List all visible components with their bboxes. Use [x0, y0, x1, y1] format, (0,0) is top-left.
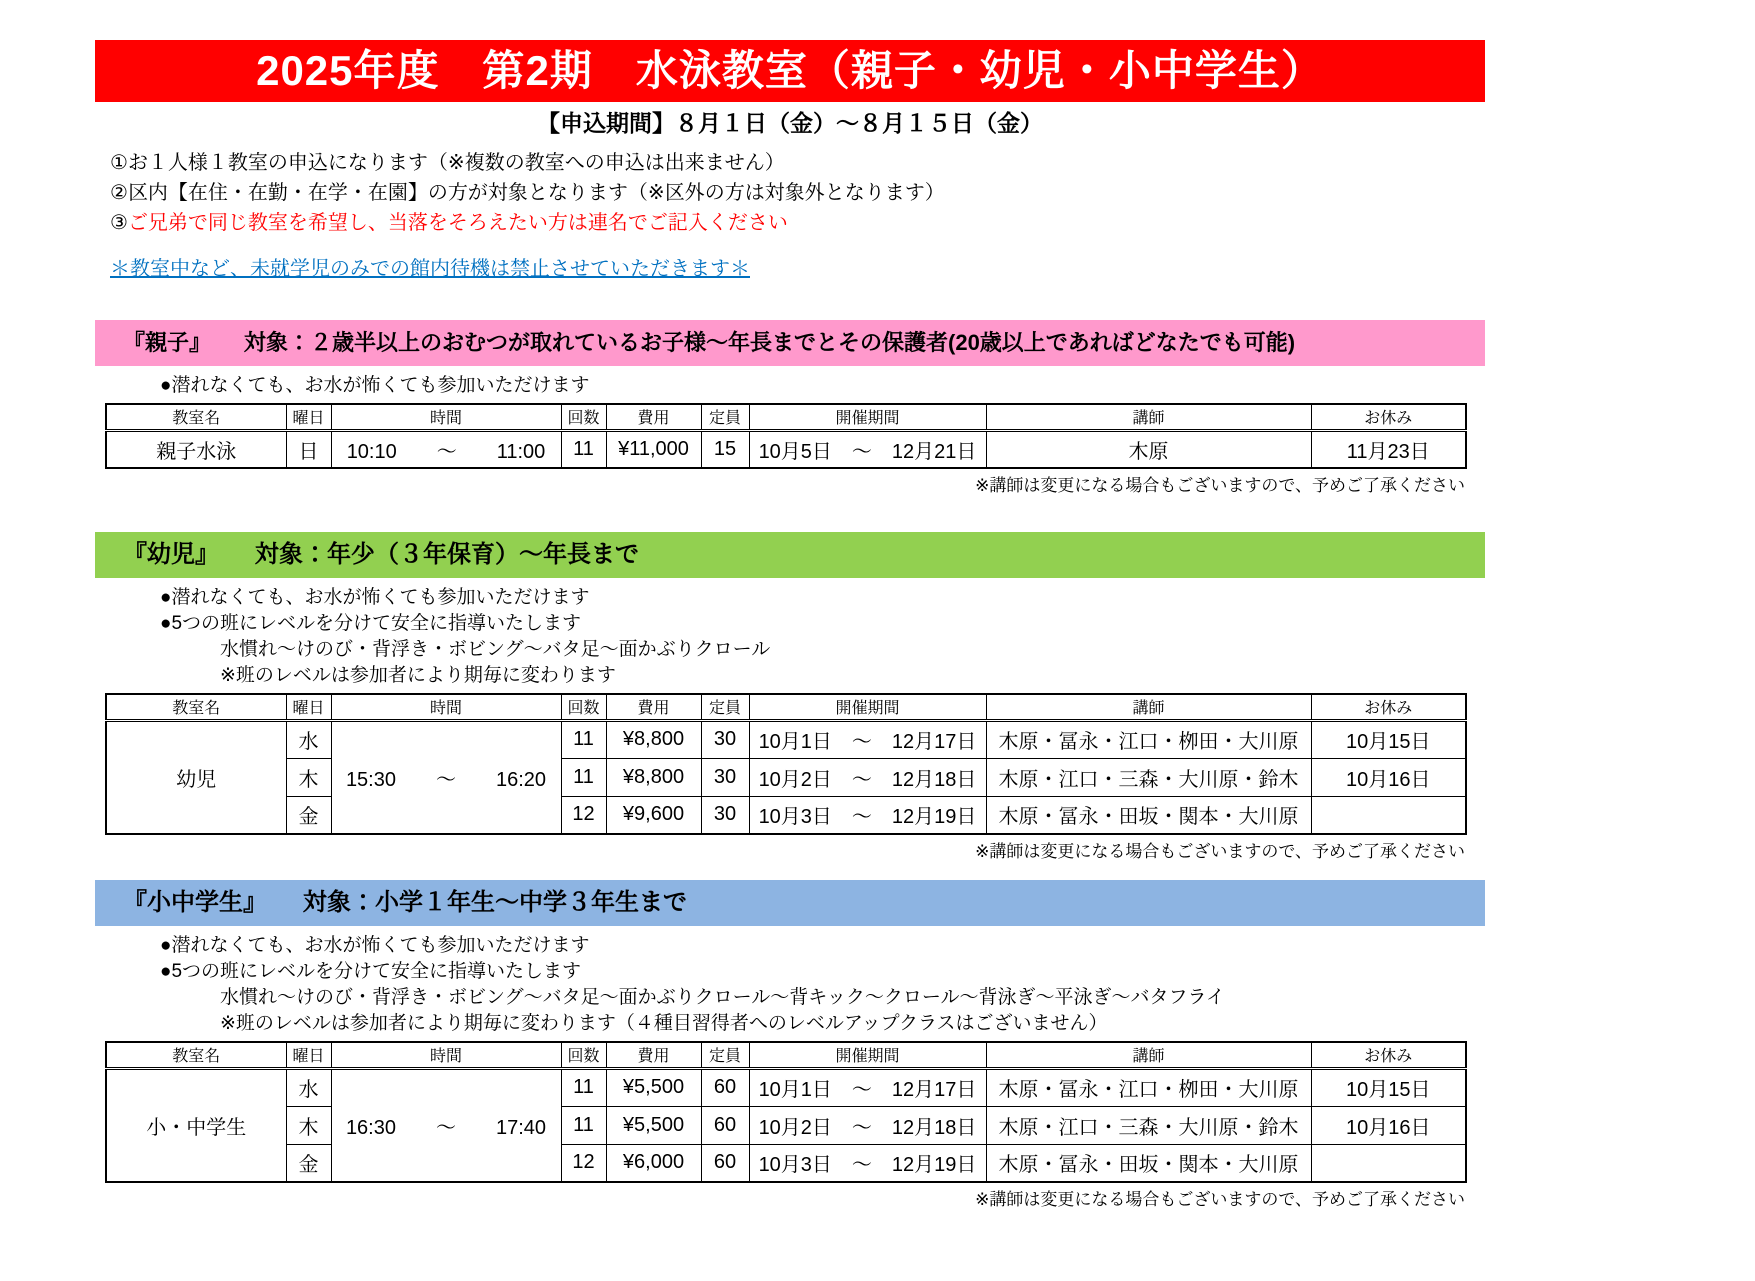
count-cell: 12 [561, 796, 606, 834]
fee-cell: ¥5,500 [606, 1068, 701, 1106]
instructors-cell: 木原・冨永・江口・栁田・大川原 [986, 1068, 1311, 1106]
instructors-cell: 木原・江口・三森・大川原・鈴木 [986, 758, 1311, 796]
header-class-name: 教室名 [106, 694, 286, 720]
header-capacity: 定員 [701, 1042, 749, 1068]
table-row [106, 1068, 1466, 1106]
bullet-line: 水慣れ～けのび・背浮き・ボビング～バタ足～面かぶりクロール～背キック～クロール～背泳ぎ～平泳ぎ～バタフライ [220, 987, 1225, 1008]
holiday-cell [1311, 1144, 1466, 1182]
fee-cell: ¥9,600 [606, 796, 701, 834]
header-count: 回数 [561, 404, 606, 430]
bullet-line: 水慣れ～けのび・背浮き・ボビング～バタ足～面かぶりクロール [220, 639, 771, 660]
table-header-row [106, 1042, 1466, 1068]
count-cell: 12 [561, 1144, 606, 1182]
class-name-cell: 幼児 [106, 720, 286, 834]
header-instructors: 講師 [986, 1042, 1311, 1068]
note-1-text: お１人様１教室の申込になります（※複数の教室への申込は出来ません） [127, 152, 785, 174]
bullet-line: ※班のレベルは参加者により期毎に変わります（４種目習得者へのレベルアップクラスはございません） [220, 1013, 1108, 1034]
day-cell: 木 [286, 1106, 331, 1144]
period-cell: 10月1日 ～ 12月17日 [749, 1068, 986, 1106]
parent-child-bullets [95, 373, 1485, 399]
header-time: 時間 [331, 1042, 561, 1068]
note-1-number: ① [110, 152, 128, 174]
instructors-cell: 木原・江口・三森・大川原・鈴木 [986, 1106, 1311, 1144]
header-time: 時間 [331, 694, 561, 720]
section-header-infant: 『幼児』 対象：年少（３年保育）～年長まで [95, 532, 1485, 578]
count-cell: 11 [561, 430, 606, 468]
count-cell: 11 [561, 720, 606, 758]
section-header-parent-child: 『親子』 対象：２歳半以上のおむつが取れているお子様～年長までとその保護者(20歳以上であればどなたでも可能) [95, 320, 1485, 366]
note-1 [110, 148, 1485, 178]
day-cell: 金 [286, 796, 331, 834]
header-instructors: 講師 [986, 404, 1311, 430]
note-2 [110, 178, 1485, 208]
period-cell: 10月3日 ～ 12月19日 [749, 796, 986, 834]
header-holiday: お休み [1311, 1042, 1466, 1068]
header-fee: 費用 [606, 1042, 701, 1068]
period-cell: 10月2日 ～ 12月18日 [749, 758, 986, 796]
bullet-line: ●潜れなくても、お水が怖くても参加いただけます [160, 587, 590, 608]
instructors-cell: 木原・冨永・田坂・関本・大川原 [986, 1144, 1311, 1182]
time-cell: 10:10 ～ 11:00 [331, 430, 561, 468]
note-2-number: ② [110, 182, 128, 204]
elementary-bullets [95, 933, 1485, 1037]
bullet-line: ※班のレベルは参加者により期毎に変わります [220, 665, 616, 686]
elementary-table [105, 1041, 1467, 1183]
header-day: 曜日 [286, 404, 331, 430]
instructor-change-note: ※講師は変更になる場合もございますので、予めご了承ください [975, 476, 1465, 495]
bullet-line: ●潜れなくても、お水が怖くても参加いただけます [160, 935, 590, 956]
instructor-change-note: ※講師は変更になる場合もございますので、予めご了承ください [975, 1190, 1465, 1209]
title-banner [95, 40, 1485, 102]
count-cell: 11 [561, 1106, 606, 1144]
table-row [106, 1144, 1466, 1182]
class-name-cell: 親子水泳 [106, 430, 286, 468]
infant-table [105, 693, 1467, 835]
header-holiday: お休み [1311, 404, 1466, 430]
header-fee: 費用 [606, 694, 701, 720]
count-cell: 11 [561, 1068, 606, 1106]
application-period: 【申込期間】８月１日（金）～８月１５日（金） [537, 110, 1043, 136]
instructors-cell: 木原 [986, 430, 1311, 468]
header-day: 曜日 [286, 1042, 331, 1068]
header-class-name: 教室名 [106, 404, 286, 430]
capacity-cell: 15 [701, 430, 749, 468]
fee-cell: ¥11,000 [606, 430, 701, 468]
note-3 [110, 208, 1485, 238]
header-instructors: 講師 [986, 694, 1311, 720]
table-row [106, 758, 1466, 796]
header-count: 回数 [561, 694, 606, 720]
class-name-cell: 小・中学生 [106, 1068, 286, 1182]
table-row [106, 796, 1466, 834]
header-day: 曜日 [286, 694, 331, 720]
period-cell: 10月3日 ～ 12月19日 [749, 1144, 986, 1182]
fee-cell: ¥8,800 [606, 758, 701, 796]
note-3-number: ③ [110, 212, 128, 234]
holiday-cell [1311, 796, 1466, 834]
day-cell: 水 [286, 720, 331, 758]
bullet-line: ●5つの班にレベルを分けて安全に指導いたします [160, 961, 582, 982]
holiday-cell: 10月16日 [1311, 758, 1466, 796]
header-time: 時間 [331, 404, 561, 430]
header-period: 開催期間 [749, 404, 986, 430]
header-period: 開催期間 [749, 1042, 986, 1068]
period-cell: 10月2日 ～ 12月18日 [749, 1106, 986, 1144]
count-cell: 11 [561, 758, 606, 796]
day-cell: 金 [286, 1144, 331, 1182]
capacity-cell: 60 [701, 1068, 749, 1106]
flyer-page [0, 40, 1755, 1281]
table-header-row [106, 404, 1466, 430]
capacity-cell: 30 [701, 720, 749, 758]
page-title: 2025年度 第2期 水泳教室（親子・幼児・小中学生） [256, 47, 1324, 94]
capacity-cell: 60 [701, 1144, 749, 1182]
period-cell: 10月1日 ～ 12月17日 [749, 720, 986, 758]
day-cell: 日 [286, 430, 331, 468]
fee-cell: ¥5,500 [606, 1106, 701, 1144]
note-2-text: 区内【在住・在勤・在学・在園】の方が対象となります（※区外の方は対象外となります） [127, 182, 945, 204]
day-cell: 水 [286, 1068, 331, 1106]
bullet-line: ●5つの班にレベルを分けて安全に指導いたします [160, 613, 582, 634]
header-capacity: 定員 [701, 404, 749, 430]
table-row [106, 430, 1466, 468]
fee-cell: ¥8,800 [606, 720, 701, 758]
note-3-text: ご兄弟で同じ教室を希望し、当落をそろえたい方は連名でご記入ください [127, 212, 788, 234]
header-capacity: 定員 [701, 694, 749, 720]
infant-bullets [95, 585, 1485, 689]
bullet-line: ●潜れなくても、お水が怖くても参加いただけます [160, 375, 590, 396]
fee-cell: ¥6,000 [606, 1144, 701, 1182]
day-cell: 木 [286, 758, 331, 796]
table-row [106, 720, 1466, 758]
time-cell: 15:30 ～ 16:20 [331, 720, 561, 834]
notes-list [110, 148, 1485, 238]
table-header-row [106, 694, 1466, 720]
header-holiday: お休み [1311, 694, 1466, 720]
capacity-cell: 30 [701, 796, 749, 834]
header-count: 回数 [561, 1042, 606, 1068]
instructors-cell: 木原・冨永・江口・栁田・大川原 [986, 720, 1311, 758]
capacity-cell: 60 [701, 1106, 749, 1144]
holiday-cell: 10月16日 [1311, 1106, 1466, 1144]
header-period: 開催期間 [749, 694, 986, 720]
header-fee: 費用 [606, 404, 701, 430]
holiday-cell: 11月23日 [1311, 430, 1466, 468]
section-header-elementary: 『小中学生』 対象：小学１年生～中学３年生まで [95, 880, 1485, 926]
table-row [106, 1106, 1466, 1144]
holiday-cell: 10月15日 [1311, 1068, 1466, 1106]
parent-child-table [105, 403, 1467, 469]
instructors-cell: 木原・冨永・田坂・関本・大川原 [986, 796, 1311, 834]
supervision-warning: ＊教室中など、未就学児のみでの館内待機は禁止させていただきます＊ [110, 258, 750, 280]
header-class-name: 教室名 [106, 1042, 286, 1068]
instructor-change-note: ※講師は変更になる場合もございますので、予めご了承ください [975, 842, 1465, 861]
time-cell: 16:30 ～ 17:40 [331, 1068, 561, 1182]
capacity-cell: 30 [701, 758, 749, 796]
holiday-cell: 10月15日 [1311, 720, 1466, 758]
period-cell: 10月5日 ～ 12月21日 [749, 430, 986, 468]
